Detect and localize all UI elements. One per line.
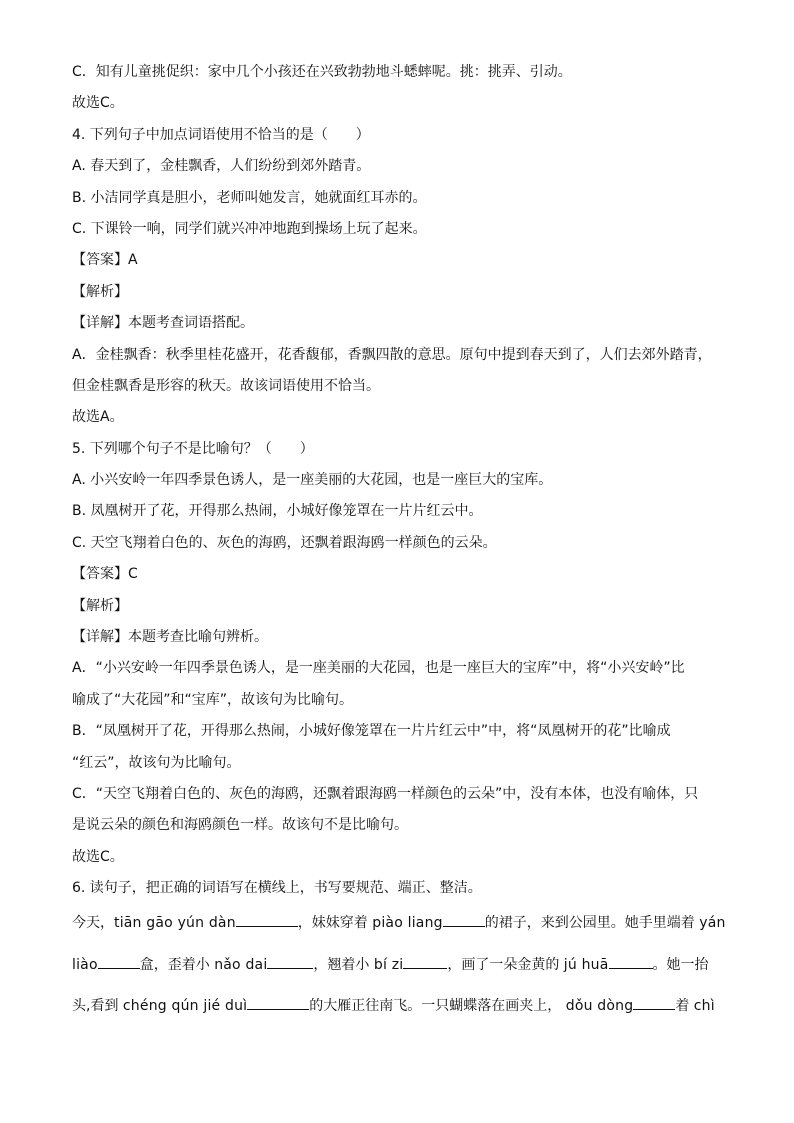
question-4-option-a: A. 春天到了，金桂飘香，人们纷纷到郊外踏青。 — [72, 158, 371, 175]
pinyin: dǒu dòng — [565, 998, 634, 1015]
answer-blank[interactable] — [98, 954, 140, 969]
answer-blank[interactable] — [236, 912, 298, 927]
question-4-option-b: B. 小洁同学真是胆小，老师叫她发言，她就面红耳赤的。 — [72, 189, 427, 206]
pinyin: bí zi — [373, 956, 404, 973]
document-page — [72, 62, 726, 1037]
fill-text: ，妹妹穿着 — [297, 915, 368, 932]
pinyin: yán — [699, 915, 726, 932]
fill-text: 的大雁正往南飞。一只蝴蝶落在画夹上， — [309, 998, 562, 1015]
question-5-option-b: B. 凤凰树开了花，开得那么热闹，小城好像笼罩在一片片红云中。 — [72, 503, 483, 520]
question-5-explanation-c: 是说云朵的颜色和海鸥颜色一样。故该句不是比喻句。 — [72, 817, 408, 834]
pinyin: jú huā — [563, 956, 609, 973]
question-5-explanation-a: A．“小兴安岭一年四季景色诱人，是一座美丽的大花园，也是一座巨大的宝库”中，将“小兴安岭”比 — [72, 660, 685, 677]
answer-blank[interactable] — [609, 954, 653, 969]
question-4-detail: 【详解】本题考查词语搭配。 — [72, 315, 254, 332]
fill-text: 头,看到 — [72, 998, 119, 1015]
question-5-answer: 【答案】C — [72, 566, 138, 583]
fill-text: ，画了一朵金黄的 — [447, 956, 560, 973]
question-4-answer: 【答案】A — [72, 252, 138, 269]
fill-text: 今天， — [72, 915, 114, 932]
question-5-option-a: A. 小兴安岭一年四季景色诱人，是一座美丽的大花园，也是一座巨大的宝库。 — [72, 472, 553, 489]
answer-blank[interactable] — [247, 995, 309, 1010]
pinyin: piào liang — [372, 915, 443, 932]
fill-text: 盒，歪着小 — [139, 956, 210, 973]
pinyin: tiān gāo yún dàn — [114, 915, 236, 932]
question-4-analysis-label: 【解析】 — [72, 283, 128, 300]
question-5-explanation-c: C．“天空飞翔着白色的、灰色的海鸥，还飘着跟海鸥一样颜色的云朵”中，没有本体，也没有喻体，只 — [72, 785, 699, 802]
question-5-analysis-label: 【解析】 — [72, 597, 128, 614]
pinyin: chéng qún jié duì — [122, 998, 248, 1015]
fill-text: 。她一抬 — [652, 956, 709, 973]
question-4-stem: 4. 下列句子中加点词语使用不恰当的是（ ） — [72, 126, 370, 143]
fill-text: 着 — [675, 998, 690, 1015]
fill-text: 的裙子，来到公园里。她手里端着 — [484, 915, 695, 932]
question-5-explanation-a: 喻成了“大花园”和“宝库”，故该句为比喻句。 — [72, 691, 354, 708]
fill-in-row — [72, 954, 722, 974]
fill-text: ，翘着小 — [313, 956, 370, 973]
answer-blank[interactable] — [633, 995, 675, 1010]
question-4-explanation: 但金桂飘香是形容的秋天。故该词语使用不恰当。 — [72, 377, 380, 394]
question-4-choice: 故选A。 — [72, 409, 124, 426]
question-5-stem: 5. 下列哪个句子不是比喻句？（ ） — [72, 440, 314, 457]
text-line: 故选C。 — [72, 95, 124, 112]
fill-in-row — [72, 912, 726, 932]
question-6-stem: 6. 读句子，把正确的词语写在横线上，书写要规范、端正、整洁。 — [72, 880, 482, 897]
text-line: C．知有儿童挑促织：家中几个小孩还在兴致勃勃地斗蟋蟀呢。挑：挑弄、引动。 — [72, 64, 572, 80]
question-5-detail: 【详解】本题考查比喻句辨析。 — [72, 629, 268, 646]
answer-blank[interactable] — [403, 954, 447, 969]
pinyin: liào — [72, 956, 98, 973]
pinyin: nǎo dai — [214, 956, 268, 973]
answer-blank[interactable] — [443, 912, 485, 927]
fill-in-row — [72, 995, 722, 1015]
answer-blank[interactable] — [267, 954, 313, 969]
question-4-explanation: A．金桂飘香：秋季里桂花盛开，花香馥郁，香飘四散的意思。原句中提到春天到了，人们去郊外踏青， — [72, 346, 712, 363]
question-4-option-c: C. 下课铃一响，同学们就兴冲冲地跑到操场上玩了起来。 — [72, 220, 427, 237]
question-5-option-c: C. 天空飞翔着白色的、灰色的海鸥，还飘着跟海鸥一样颜色的云朵。 — [72, 534, 497, 551]
pinyin: chì — [693, 998, 715, 1015]
question-5-choice: 故选C。 — [72, 848, 124, 865]
question-5-explanation-b: B．“凤凰树开了花，开得那么热闹，小城好像笼罩在一片片红云中”中，将“凤凰树开的花”比喻成 — [72, 723, 671, 740]
question-5-explanation-b: “红云”，故该句为比喻句。 — [72, 754, 241, 771]
